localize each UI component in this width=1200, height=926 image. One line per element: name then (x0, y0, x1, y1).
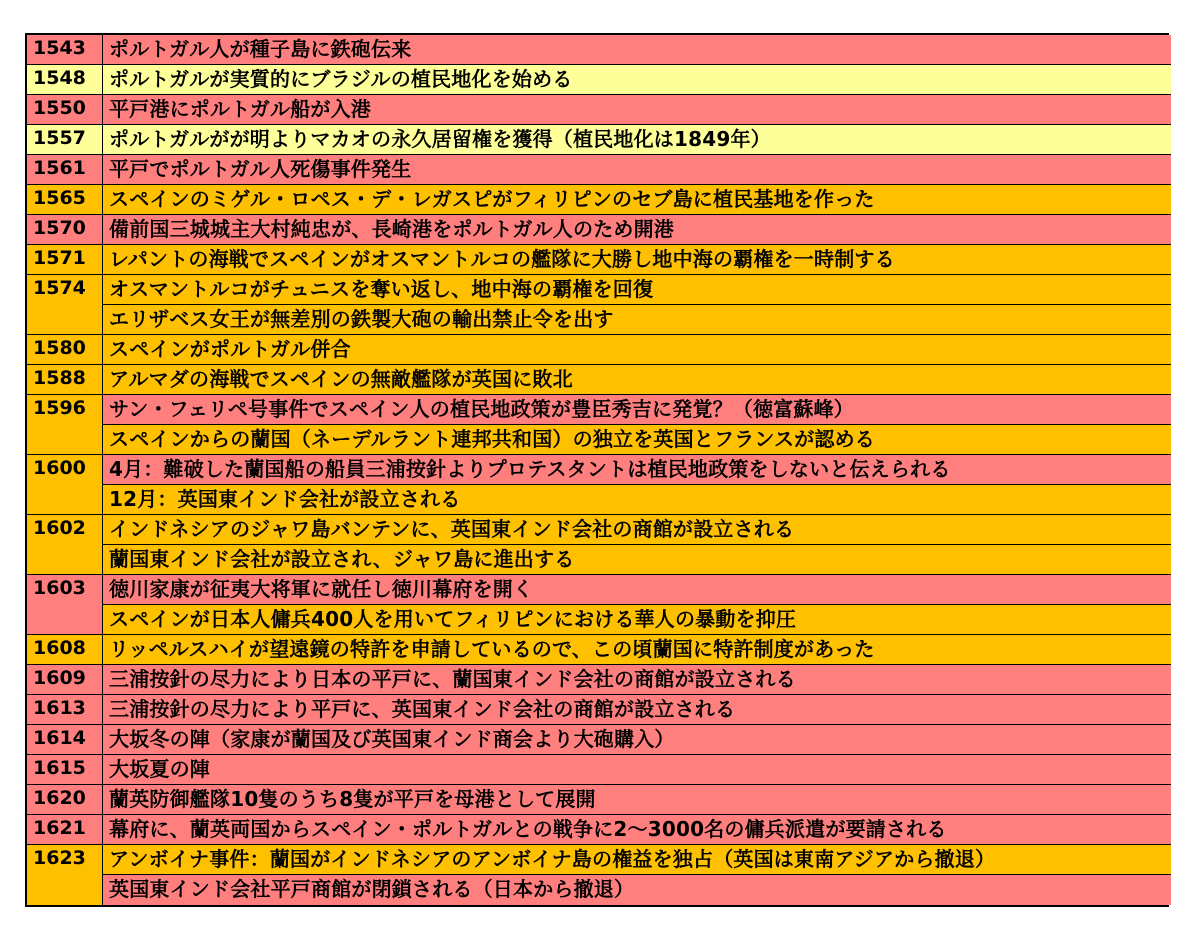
event-text: 平戸でポルトガル人死傷事件発生 (103, 155, 1171, 185)
event-text: 大坂夏の陣 (103, 755, 1171, 785)
event-text: 蘭国東インド会社が設立され、ジャワ島に進出する (103, 545, 1171, 575)
event-text: アンボイナ事件：蘭国がインドネシアのアンボイナ島の権益を独占（英国は東南アジアから撤退） (103, 845, 1171, 875)
event-text: サン・フェリペ号事件でスペイン人の植民地政策が豊臣秀吉に発覚？（徳富蘇峰） (103, 395, 1171, 425)
year-cell: 1620 (27, 785, 103, 815)
event-text: ポルトガルがが明よりマカオの永久居留権を獲得（植民地化は1849年） (103, 125, 1171, 155)
event-text: スペインがポルトガル併合 (103, 335, 1171, 365)
year-cell: 1570 (27, 215, 103, 245)
event-text: エリザベス女王が無差別の鉄製大砲の輸出禁止令を出す (103, 305, 1171, 335)
year-cell: 1596 (27, 395, 103, 455)
event-text: 徳川家康が征夷大将軍に就任し徳川幕府を開く (103, 575, 1171, 605)
year-cell: 1614 (27, 725, 103, 755)
event-text: ポルトガル人が種子島に鉄砲伝来 (103, 35, 1171, 65)
event-text: スペインが日本人傭兵400人を用いてフィリピンにおける華人の暴動を抑圧 (103, 605, 1171, 635)
event-text: リッペルスハイが望遠鏡の特許を申請しているので、この頃蘭国に特許制度があった (103, 635, 1171, 665)
year-cell: 1609 (27, 665, 103, 695)
event-text: アルマダの海戦でスペインの無敵艦隊が英国に敗北 (103, 365, 1171, 395)
event-text: ポルトガルが実質的にブラジルの植民地化を始める (103, 65, 1171, 95)
year-cell: 1571 (27, 245, 103, 275)
year-cell: 1600 (27, 455, 103, 515)
year-cell: 1548 (27, 65, 103, 95)
event-text: 三浦按針の尽力により平戸に、英国東インド会社の商館が設立される (103, 695, 1171, 725)
event-text: 三浦按針の尽力により日本の平戸に、蘭国東インド会社の商館が設立される (103, 665, 1171, 695)
year-cell: 1574 (27, 275, 103, 335)
event-text: レパントの海戦でスペインがオスマントルコの艦隊に大勝し地中海の覇権を一時制する (103, 245, 1171, 275)
event-text: 備前国三城城主大村純忠が、長崎港をポルトガル人のため開港 (103, 215, 1171, 245)
history-timeline-table (25, 33, 1169, 907)
year-cell: 1621 (27, 815, 103, 845)
event-text: 蘭英防御艦隊10隻のうち8隻が平戸を母港として展開 (103, 785, 1171, 815)
year-cell: 1565 (27, 185, 103, 215)
event-text: スペインのミゲル・ロペス・デ・レガスピがフィリピンのセブ島に植民基地を作った (103, 185, 1171, 215)
year-cell: 1602 (27, 515, 103, 575)
event-text: 幕府に、蘭英両国からスペイン・ポルトガルとの戦争に2～3000名の傭兵派遣が要請される (103, 815, 1171, 845)
year-cell: 1608 (27, 635, 103, 665)
event-text: スペインからの蘭国（ネーデルラント連邦共和国）の独立を英国とフランスが認める (103, 425, 1171, 455)
year-cell: 1623 (27, 845, 103, 905)
year-cell: 1588 (27, 365, 103, 395)
event-text: オスマントルコがチュニスを奪い返し、地中海の覇権を回復 (103, 275, 1171, 305)
year-cell: 1561 (27, 155, 103, 185)
event-text: インドネシアのジャワ島バンテンに、英国東インド会社の商館が設立される (103, 515, 1171, 545)
event-text: 平戸港にポルトガル船が入港 (103, 95, 1171, 125)
event-text: 4月：難破した蘭国船の船員三浦按針よりプロテスタントは植民地政策をしないと伝えられる (103, 455, 1171, 485)
event-text: 12月：英国東インド会社が設立される (103, 485, 1171, 515)
year-cell: 1603 (27, 575, 103, 635)
year-cell: 1613 (27, 695, 103, 725)
year-cell: 1543 (27, 35, 103, 65)
year-cell: 1557 (27, 125, 103, 155)
year-cell: 1550 (27, 95, 103, 125)
year-cell: 1615 (27, 755, 103, 785)
year-cell: 1580 (27, 335, 103, 365)
event-text: 英国東インド会社平戸商館が閉鎖される（日本から撤退） (103, 875, 1171, 905)
event-text: 大坂冬の陣（家康が蘭国及び英国東インド商会より大砲購入） (103, 725, 1171, 755)
